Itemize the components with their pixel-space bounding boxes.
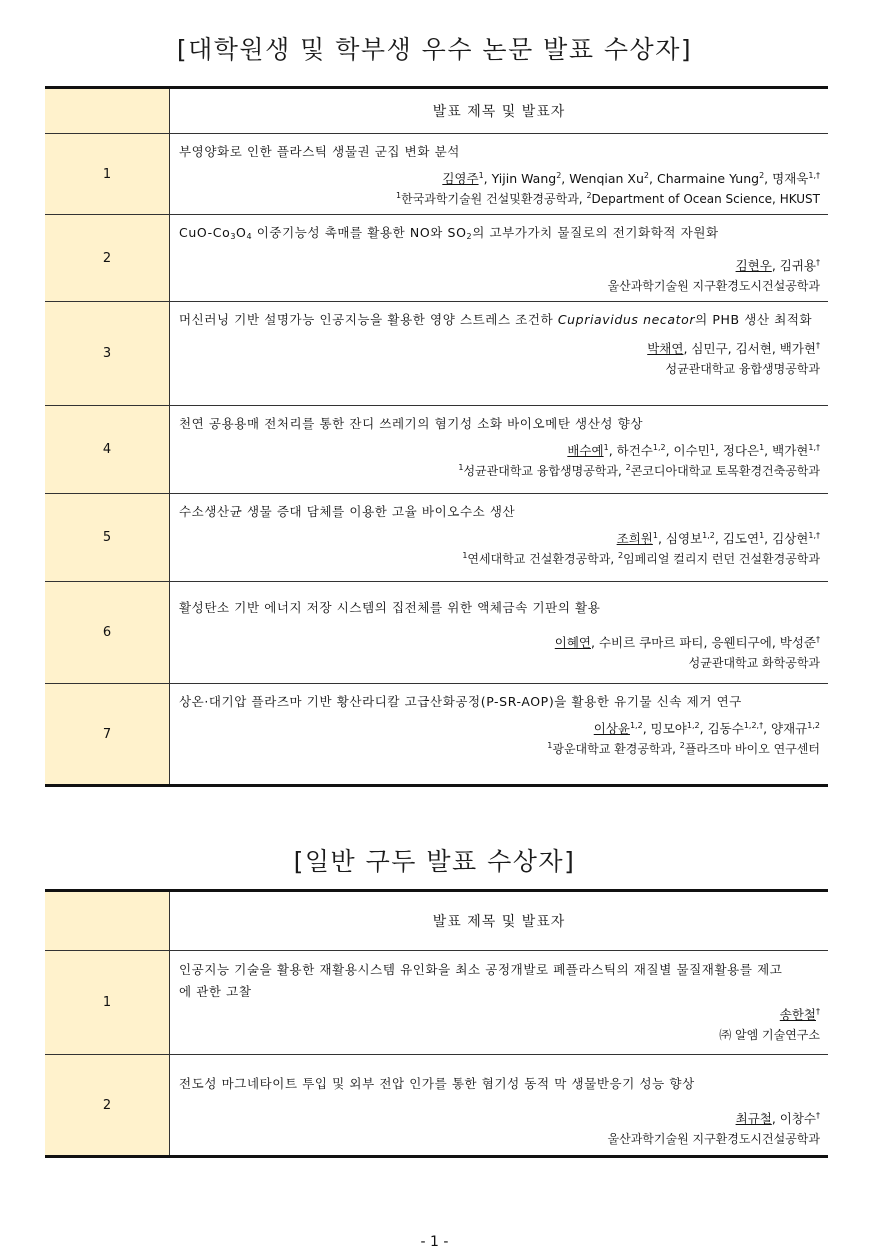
superscript: 2: [586, 191, 592, 200]
row-number: 5: [45, 494, 170, 582]
author: , 수비르 쿠마르 파티, 응웬티구에, 박성준: [591, 635, 816, 650]
table-header-row: [45, 891, 828, 951]
author: , 하건수: [608, 443, 653, 458]
affiliation-text: 임페리얼 컬리지 런던 건설환경공학과: [623, 552, 820, 566]
paper-title: 상온·대기압 플라즈마 기반 황산라디칼 고급산화공정(P-SR-AOP)을 활용한 유기물 신속 제거 연구: [179, 694, 742, 709]
table-row: [45, 302, 828, 406]
row-content: [170, 684, 829, 786]
author: , 명재욱: [764, 171, 809, 186]
table-row: [45, 134, 828, 215]
section-title: [일반 구두 발표 수상자]: [293, 847, 576, 876]
superscript: †: [816, 635, 820, 644]
authors: [179, 1109, 820, 1129]
authors: [179, 441, 820, 461]
row-number: 1: [45, 134, 170, 215]
superscript: 1: [709, 443, 715, 452]
row-content: [170, 215, 829, 302]
author: , 심민구, 김서현, 백가현: [683, 341, 816, 356]
title-part: 의 고부가가치 물질로의 전기화학적 자원화: [472, 225, 719, 240]
author: , 이수민: [665, 443, 710, 458]
row-content: [170, 302, 829, 406]
superscript: 1: [759, 531, 765, 540]
paper-title: 인공지능 기술을 활용한 재활용시스템 유인화을 최소 공정개발로 폐플라스틱의 재질별 물질재활용를 제고에 관한 고찰: [179, 962, 783, 999]
author: , 김동수: [699, 721, 744, 736]
title-part: 머신러닝 기반 설명가능 인공지능을 활용한 영양 스트레스 조건하: [179, 312, 558, 327]
row-content: [170, 134, 829, 215]
superscript: 1: [462, 551, 468, 560]
superscript: 1,2,†: [743, 721, 764, 730]
superscript: 1,2: [702, 531, 715, 540]
affiliation-text: Department of Ocean Science, HKUST: [591, 192, 820, 206]
superscript: 1: [547, 741, 553, 750]
authors: [179, 339, 820, 359]
row-number: 7: [45, 684, 170, 786]
affiliation: [179, 739, 820, 759]
authors: [179, 633, 820, 653]
author: , 이창수: [771, 1111, 816, 1126]
presenter-name: 송한철: [779, 1007, 816, 1022]
superscript: †: [816, 1007, 820, 1016]
superscript: 1,†: [808, 531, 820, 540]
row-content: [170, 494, 829, 582]
authors: [179, 256, 820, 276]
paper-title: 수소생산균 생물 증대 담체를 이용한 고율 바이오수소 생산: [179, 504, 516, 519]
row-content: [170, 406, 829, 494]
affiliation: ㈜ 알엠 기술연구소: [719, 1028, 820, 1042]
superscript: 2: [625, 463, 631, 472]
author: , 심영보: [657, 531, 703, 546]
superscript: †: [816, 341, 820, 350]
author: , 백가현: [764, 443, 809, 458]
superscript: 1,2: [629, 721, 643, 730]
header-num-cell: [45, 891, 170, 951]
row-number: 1: [45, 951, 170, 1055]
row-number: 6: [45, 582, 170, 684]
table-row: [45, 582, 828, 684]
author: , 양재규: [763, 721, 808, 736]
superscript: 1: [759, 443, 765, 452]
affiliation-text: 플라즈마 바이오 연구센터: [684, 742, 820, 756]
table-row: [45, 494, 828, 582]
superscript: 1,2: [807, 721, 820, 730]
row-content: [170, 951, 829, 1055]
superscript: 1,2: [686, 721, 700, 730]
paper-title: 활성탄소 기반 에너지 저장 시스템의 집전체를 위한 액체금속 기판의 활용: [179, 600, 601, 615]
title-part: 이중기능성 촉매를 활용한 NO와 SO: [252, 225, 467, 240]
presenter-name: 김영주: [442, 171, 479, 186]
table-row: [45, 215, 828, 302]
row-content: [170, 582, 829, 684]
authors: [179, 529, 820, 549]
paper-title: [179, 222, 820, 244]
superscript: 2: [617, 551, 624, 560]
author: , 김도연: [714, 531, 760, 546]
subscript: 2: [466, 232, 473, 241]
species-name: Cupriavidus necator: [557, 312, 696, 327]
affiliation-text: 광운대학교 환경공학과,: [552, 742, 680, 756]
presenter-name: 박채연: [647, 341, 684, 356]
table-row: [45, 1055, 828, 1157]
author: , Charmaine Yung: [649, 171, 760, 186]
superscript: 2: [556, 171, 562, 180]
superscript: 1,2: [652, 443, 666, 452]
affiliation-text: 연세대학교 건설환경공학과,: [467, 552, 618, 566]
affiliation: 울산과학기술원 지구환경도시건설공학과: [607, 279, 820, 293]
row-number: 2: [45, 215, 170, 302]
page-number: - 1 -: [420, 1234, 449, 1250]
author: , Yijin Wang: [483, 171, 557, 186]
authors: [179, 719, 820, 739]
authors: [179, 169, 820, 189]
superscript: 1: [652, 531, 658, 540]
affiliation: 울산과학기술원 지구환경도시건설공학과: [607, 1132, 820, 1146]
affiliation: 성균관대학교 융합생명공학과: [665, 362, 820, 376]
superscript: †: [816, 258, 820, 267]
affiliation: [179, 549, 820, 569]
table-row: [45, 406, 828, 494]
author: , 김상현: [764, 531, 809, 546]
table-row: [45, 951, 828, 1055]
superscript: 1,†: [808, 171, 820, 180]
paper-title: 천연 공용용매 전처리를 통한 잔디 쓰레기의 혐기성 소화 바이오메탄 생산성 향상: [179, 416, 644, 431]
superscript: 1: [603, 443, 609, 452]
presenter-name: 김현우: [735, 258, 772, 273]
authors: [179, 1005, 820, 1025]
table-header-row: [45, 88, 828, 134]
superscript: 1: [478, 171, 484, 180]
author: , 정다은: [714, 443, 760, 458]
author: , 밍모야: [642, 721, 687, 736]
superscript: †: [816, 1111, 820, 1120]
subscript: 3: [230, 232, 237, 241]
author: , Wenqian Xu: [561, 171, 644, 186]
paper-title: 전도성 마그네타이트 투입 및 외부 전압 인가를 통한 혐기성 동적 막 생물반응기 성능 향상: [179, 1076, 695, 1091]
affiliation-text: 콘코디아대학교 토목환경건축공학과: [630, 464, 820, 478]
superscript: 2: [759, 171, 765, 180]
superscript: 2: [679, 741, 685, 750]
presenter-name: 배수예: [567, 443, 604, 458]
superscript: 1: [396, 191, 402, 200]
row-number: 2: [45, 1055, 170, 1157]
affiliation-text: 한국과학기술원 건설및환경공학과,: [401, 192, 587, 206]
award-table-general: [45, 889, 828, 1158]
title-part: 의 PHB 생산 최적화: [695, 312, 813, 327]
header-label: 발표 제목 및 발표자: [170, 891, 829, 951]
presenter-name: 조희원: [616, 531, 653, 546]
affiliation: [179, 461, 820, 481]
presenter-name: 최규철: [735, 1111, 772, 1126]
author: , 김귀용: [771, 258, 816, 273]
paper-title: [179, 309, 820, 331]
title-part: O: [236, 225, 247, 240]
paper-title: 부영양화로 인한 플라스틱 생물권 군집 변화 분석: [179, 144, 460, 159]
superscript: 1,†: [808, 443, 820, 452]
table-row: [45, 684, 828, 786]
section-title: [대학원생 및 학부생 우수 논문 발표 수상자]: [176, 35, 693, 64]
presenter-name: 이상윤: [593, 721, 630, 736]
header-label: 발표 제목 및 발표자: [170, 88, 829, 134]
row-number: 4: [45, 406, 170, 494]
row-number: 3: [45, 302, 170, 406]
subscript: 4: [246, 232, 253, 241]
superscript: 2: [643, 171, 650, 180]
affiliation: 성균관대학교 화학공학과: [688, 656, 820, 670]
header-num-cell: [45, 88, 170, 134]
presenter-name: 이혜연: [554, 635, 591, 650]
award-table-students: [45, 86, 828, 787]
affiliation: [179, 189, 820, 209]
row-content: [170, 1055, 829, 1157]
title-part: CuO-Co: [179, 225, 231, 240]
affiliation-text: 성균관대학교 융합생명공학과,: [463, 464, 626, 478]
superscript: 1: [458, 463, 464, 472]
